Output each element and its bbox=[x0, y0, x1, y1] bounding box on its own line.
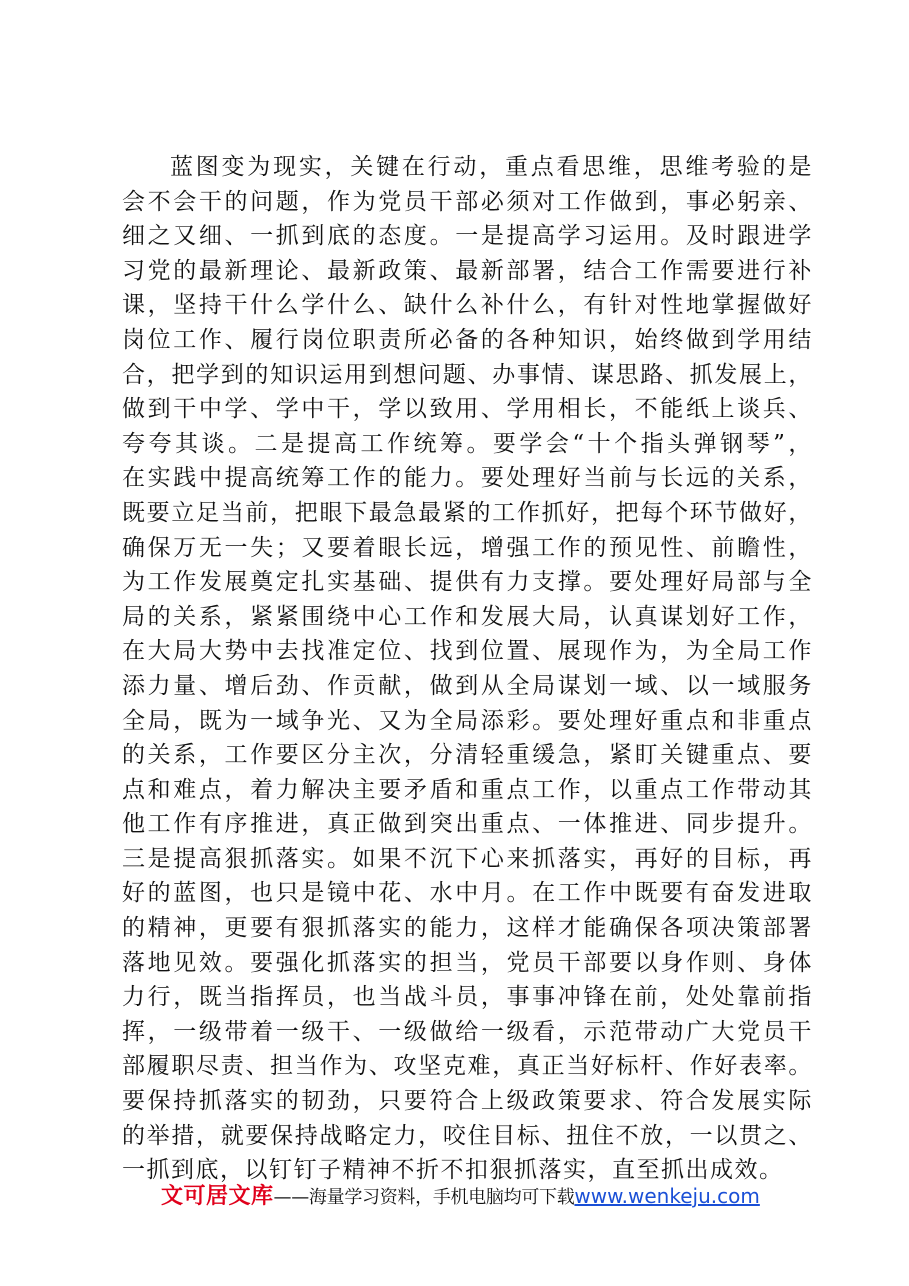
text-line: 他工作有序推进，真正做到突出重点、一体推进、同步提升。 bbox=[122, 811, 812, 838]
text-line: 的精神，更要有狠抓落实的能力，这样才能确保各项决策部署 bbox=[122, 915, 812, 942]
text-line: 力行，既当指挥员，也当战斗员，事事冲锋在前，处处靠前指 bbox=[122, 984, 812, 1011]
text-line: 三是提高狠抓落实。如果不沉下心来抓落实，再好的目标，再 bbox=[122, 845, 812, 872]
text-line: 蓝图变为现实，关键在行动，重点看思维，思维考验的是 bbox=[170, 154, 812, 180]
text-line: 一抓到底，以钉钉子精神不折不扣狠抓落实，直至抓出成效。 bbox=[122, 1157, 784, 1184]
body-paragraph bbox=[122, 150, 812, 1188]
text-line: 细之又细、一抓到底的态度。一是提高学习运用。及时跟进学 bbox=[122, 223, 812, 250]
text-line: 习党的最新理论、最新政策、最新部署，结合工作需要进行补 bbox=[122, 257, 812, 284]
text-line: 的关系，工作要区分主次，分清轻重缓急，紧盯关键重点、要 bbox=[122, 742, 812, 769]
text-line: 局的关系，紧紧围绕中心工作和发展大局，认真谋划好工作， bbox=[122, 603, 812, 630]
text-line: 要保持抓落实的韧劲，只要符合上级政策要求、符合发展实际 bbox=[122, 1088, 812, 1115]
footer-banner bbox=[161, 1181, 801, 1211]
text-line: 确保万无一失；又要着眼长远，增强工作的预见性、前瞻性， bbox=[122, 534, 812, 561]
footer-slogan: ——海量学习资料，手机电脑均可下载 bbox=[273, 1187, 575, 1208]
text-line: 的举措，就要保持战略定力，咬住目标、扭住不放，一以贯之、 bbox=[122, 1122, 812, 1149]
text-line: 夸夸其谈。二是提高工作统筹。要学会“十个指头弹钢琴”， bbox=[122, 430, 812, 457]
text-line: 挥，一级带着一级干、一级做给一级看，示范带动广大党员干 bbox=[122, 1018, 812, 1045]
text-line: 全局，既为一域争光、又为全局添彩。要处理好重点和非重点 bbox=[122, 707, 812, 734]
text-line: 添力量、增后劲、作贡献，做到从全局谋划一域、以一域服务 bbox=[122, 672, 812, 699]
text-line: 既要立足当前，把眼下最急最紧的工作抓好，把每个环节做好， bbox=[122, 499, 812, 526]
text-line: 为工作发展奠定扎实基础、提供有力支撑。要处理好局部与全 bbox=[122, 569, 812, 596]
text-line: 岗位工作、履行岗位职责所必备的各种知识，始终做到学用结 bbox=[122, 326, 812, 353]
text-line: 点和难点，着力解决主要矛盾和重点工作，以重点工作带动其 bbox=[122, 776, 812, 803]
text-line: 课，坚持干什么学什么、缺什么补什么，有针对性地掌握做好 bbox=[122, 292, 812, 319]
text-line: 好的蓝图，也只是镜中花、水中月。在工作中既要有奋发进取 bbox=[122, 880, 812, 907]
text-line: 落地见效。要强化抓落实的担当，党员干部要以身作则、身体 bbox=[122, 949, 812, 976]
text-line: 在大局大势中去找准定位、找到位置、展现作为，为全局工作 bbox=[122, 638, 812, 665]
text-line: 做到干中学、学中干，学以致用、学用相长，不能纸上谈兵、 bbox=[122, 396, 812, 423]
text-line: 会不会干的问题，作为党员干部必须对工作做到，事必躬亲、 bbox=[122, 188, 812, 215]
brand-name: 文可居文库 bbox=[161, 1184, 274, 1209]
text-line: 部履职尽责、担当作为、攻坚克难，真正当好标杆、作好表率。 bbox=[122, 1053, 812, 1080]
website-link[interactable]: www.wenkeju.com bbox=[574, 1184, 760, 1208]
text-line: 合，把学到的知识运用到想问题、办事情、谋思路、抓发展上， bbox=[122, 361, 812, 388]
text-line: 在实践中提高统筹工作的能力。要处理好当前与长远的关系， bbox=[122, 465, 812, 492]
